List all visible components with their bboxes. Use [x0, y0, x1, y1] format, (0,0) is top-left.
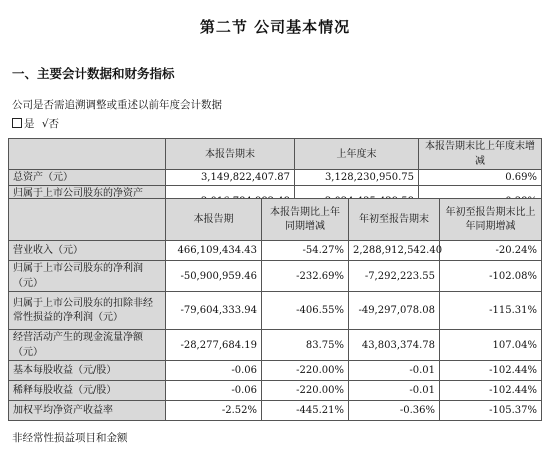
row-label: 总资产（元） [9, 170, 166, 186]
cell-value: -220.00% [262, 361, 349, 381]
header-period-change: 本报告期比上年同期增减 [262, 199, 349, 241]
option-no: 否 [48, 118, 60, 130]
table-row [9, 381, 542, 401]
header-period-end: 本报告期末 [166, 139, 295, 170]
cell-value: -28,277,684.19 [166, 330, 262, 361]
table-row [9, 361, 542, 381]
cell-value: -445.21% [262, 401, 349, 421]
cell-value: 83.75% [262, 330, 349, 361]
cell-value: -0.01 [349, 361, 440, 381]
header-prior-year-end: 上年度末 [295, 139, 419, 170]
cell-value: -102.44% [440, 381, 542, 401]
header-blank [9, 139, 166, 170]
table-row [9, 292, 542, 330]
cell-value: 2,288,912,542.40 [349, 241, 440, 261]
row-label: 归属于上市公司股东的净利润（元） [9, 261, 166, 292]
table-row [9, 401, 542, 421]
nonrecurring-items-heading: 非经常性损益项目和金额 [12, 432, 128, 444]
restatement-question: 公司是否需追溯调整或重述以前年度会计数据 [12, 99, 222, 111]
cell-value: 3,149,822,407.87 [166, 170, 295, 186]
section-heading: 一、主要会计数据和财务指标 [12, 66, 175, 81]
checkbox-icon [12, 118, 22, 128]
check-mark-icon: √ [41, 118, 49, 130]
cell-value: -54.27% [262, 241, 349, 261]
row-label: 稀释每股收益（元/股） [9, 381, 166, 401]
table-header-row [9, 199, 542, 241]
cell-value: -115.31% [440, 292, 542, 330]
cell-value: 466,109,434.43 [166, 241, 262, 261]
cell-value: 0.69% [419, 170, 542, 186]
cell-value: -2.52% [166, 401, 262, 421]
row-label: 归属于上市公司股东的净资产 [9, 186, 166, 217]
table-row [9, 170, 542, 186]
restatement-options [12, 116, 59, 131]
cell-value: -50,900,959.46 [166, 261, 262, 292]
row-label: 经营活动产生的现金流量净额（元） [9, 330, 166, 361]
row-label: 加权平均净资产收益率 [9, 401, 166, 421]
row-label: 归属于上市公司股东的扣除非经常性损益的净利润（元） [9, 292, 166, 330]
page-title: 第二节 公司基本情况 [199, 18, 351, 36]
cell-value: 107.04% [440, 330, 542, 361]
cell-value: -49,297,078.08 [349, 292, 440, 330]
cell-value: 43,803,374.78 [349, 330, 440, 361]
header-change: 本报告期末比上年度末增减 [419, 139, 542, 170]
cell-value: -0.06 [166, 381, 262, 401]
cell-value: -102.44% [440, 361, 542, 381]
table-row [9, 241, 542, 261]
cell-value: -102.08% [440, 261, 542, 292]
cell-value: -20.24% [440, 241, 542, 261]
cell-value: -406.55% [262, 292, 349, 330]
cell-value: -7,292,223.55 [349, 261, 440, 292]
cell-value: 3,128,230,950.75 [295, 170, 419, 186]
cell-value: -0.06 [166, 361, 262, 381]
table-row [9, 261, 542, 292]
table-row [9, 330, 542, 361]
row-label: 基本每股收益（元/股） [9, 361, 166, 381]
cell-value: -0.36% [349, 401, 440, 421]
header-blank [9, 199, 166, 241]
table-header-row [9, 139, 542, 170]
performance-table [8, 198, 542, 421]
header-current-period: 本报告期 [166, 199, 262, 241]
cell-value: -0.01 [349, 381, 440, 401]
cell-value: -232.69% [262, 261, 349, 292]
row-label: 营业收入（元） [9, 241, 166, 261]
cell-value: -220.00% [262, 381, 349, 401]
header-ytd: 年初至报告期末 [349, 199, 440, 241]
cell-value: -79,604,333.94 [166, 292, 262, 330]
option-yes: 是 [24, 118, 35, 130]
header-ytd-change: 年初至报告期末比上年同期增减 [440, 199, 542, 241]
cell-value: -105.37% [440, 401, 542, 421]
